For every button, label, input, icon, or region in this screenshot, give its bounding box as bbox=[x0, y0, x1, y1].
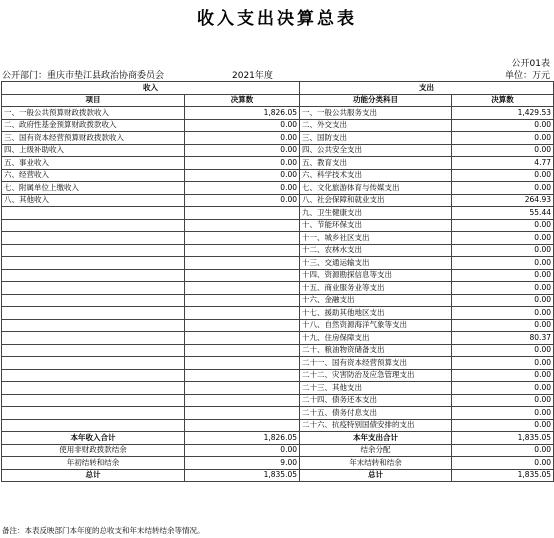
income-item bbox=[2, 282, 185, 295]
income-amount bbox=[185, 207, 300, 220]
summary-expense-label: 本年支出合计 bbox=[300, 432, 452, 445]
expense-amount: 0.00 bbox=[452, 419, 554, 432]
summary-income-amount: 1,835.05 bbox=[185, 469, 300, 482]
expense-amount: 0.00 bbox=[452, 144, 554, 157]
expense-item: 二十三、其他支出 bbox=[300, 382, 452, 395]
expense-amount: 0.00 bbox=[452, 257, 554, 270]
summary-income-amount: 1,826.05 bbox=[185, 432, 300, 445]
expense-item: 九、卫生健康支出 bbox=[300, 207, 452, 220]
income-amount bbox=[185, 307, 300, 320]
expense-amount: 0.00 bbox=[452, 407, 554, 420]
income-item bbox=[2, 319, 185, 332]
expense-amount: 0.00 bbox=[452, 132, 554, 145]
expense-item: 二十五、债务付息支出 bbox=[300, 407, 452, 420]
income-item bbox=[2, 369, 185, 382]
expense-amount: 55.44 bbox=[452, 207, 554, 220]
income-item: 八、其他收入 bbox=[2, 194, 185, 207]
expense-item: 二十、粮油物资储备支出 bbox=[300, 344, 452, 357]
income-amount bbox=[185, 257, 300, 270]
table-row bbox=[2, 119, 554, 132]
table-row bbox=[2, 382, 554, 395]
table-row bbox=[2, 269, 554, 282]
table-row bbox=[2, 394, 554, 407]
income-item bbox=[2, 294, 185, 307]
income-item bbox=[2, 232, 185, 245]
summary-expense-label: 总计 bbox=[300, 469, 452, 482]
income-item bbox=[2, 419, 185, 432]
table-row bbox=[2, 332, 554, 345]
summary-row bbox=[2, 457, 554, 470]
expense-item: 十一、城乡社区支出 bbox=[300, 232, 452, 245]
table-row bbox=[2, 319, 554, 332]
income-item bbox=[2, 269, 185, 282]
income-amount: 0.00 bbox=[185, 144, 300, 157]
income-item bbox=[2, 407, 185, 420]
income-item bbox=[2, 307, 185, 320]
expense-amount: 0.00 bbox=[452, 119, 554, 132]
expense-item: 十七、援助其他地区支出 bbox=[300, 307, 452, 320]
summary-row bbox=[2, 444, 554, 457]
income-item: 七、附属单位上缴收入 bbox=[2, 182, 185, 195]
income-item: 五、事业收入 bbox=[2, 157, 185, 170]
summary-income-amount: 9.00 bbox=[185, 457, 300, 470]
table-row bbox=[2, 169, 554, 182]
expense-item: 二十四、债务还本支出 bbox=[300, 394, 452, 407]
expense-item: 三、国防支出 bbox=[300, 132, 452, 145]
expense-amount: 0.00 bbox=[452, 282, 554, 295]
expense-amount: 264.93 bbox=[452, 194, 554, 207]
income-item bbox=[2, 219, 185, 232]
income-item bbox=[2, 382, 185, 395]
income-item: 一、一般公共预算财政拨款收入 bbox=[2, 107, 185, 120]
summary-expense-label: 结余分配 bbox=[300, 444, 452, 457]
expense-item: 十八、自然资源海洋气象等支出 bbox=[300, 319, 452, 332]
table-row bbox=[2, 282, 554, 295]
income-section-header: 收入 bbox=[2, 82, 300, 95]
report-title: 收入支出决算总表 bbox=[197, 9, 357, 29]
col-header-item: 项目 bbox=[2, 94, 185, 107]
expense-item: 八、社会保障和就业支出 bbox=[300, 194, 452, 207]
expense-amount: 0.00 bbox=[452, 369, 554, 382]
income-amount bbox=[185, 357, 300, 370]
expense-amount: 0.00 bbox=[452, 219, 554, 232]
income-amount bbox=[185, 394, 300, 407]
summary-income-label: 总计 bbox=[2, 469, 185, 482]
income-amount bbox=[185, 269, 300, 282]
table-row bbox=[2, 194, 554, 207]
expense-amount: 0.00 bbox=[452, 232, 554, 245]
table-row bbox=[2, 294, 554, 307]
income-item bbox=[2, 344, 185, 357]
table-body bbox=[2, 107, 554, 482]
table-row bbox=[2, 407, 554, 420]
table-row bbox=[2, 369, 554, 382]
income-item: 六、经营收入 bbox=[2, 169, 185, 182]
income-item bbox=[2, 394, 185, 407]
unit-label: 单位：万元 bbox=[504, 71, 550, 81]
expense-item: 十六、金融支出 bbox=[300, 294, 452, 307]
income-amount bbox=[185, 232, 300, 245]
table-row bbox=[2, 344, 554, 357]
expense-item: 一、一般公共服务支出 bbox=[300, 107, 452, 120]
expense-amount: 0.00 bbox=[452, 294, 554, 307]
expense-amount: 0.00 bbox=[452, 344, 554, 357]
table-row bbox=[2, 144, 554, 157]
income-item: 三、国有资本经营预算财政拨款收入 bbox=[2, 132, 185, 145]
income-item bbox=[2, 257, 185, 270]
expense-item: 七、文化旅游体育与传媒支出 bbox=[300, 182, 452, 195]
expense-item: 十二、农林水支出 bbox=[300, 244, 452, 257]
income-amount bbox=[185, 382, 300, 395]
expense-amount: 0.00 bbox=[452, 319, 554, 332]
income-amount: 0.00 bbox=[185, 169, 300, 182]
expense-item: 二十二、灾害防治及应急管理支出 bbox=[300, 369, 452, 382]
income-amount: 0.00 bbox=[185, 157, 300, 170]
income-amount: 0.00 bbox=[185, 119, 300, 132]
column-header-row bbox=[2, 94, 554, 107]
income-amount bbox=[185, 344, 300, 357]
summary-income-amount: 0.00 bbox=[185, 444, 300, 457]
summary-expense-amount: 0.00 bbox=[452, 444, 554, 457]
table-row bbox=[2, 244, 554, 257]
fiscal-year: 2021年度 bbox=[232, 71, 273, 81]
summary-income-label: 年初结转和结余 bbox=[2, 457, 185, 470]
expense-item: 四、公共安全支出 bbox=[300, 144, 452, 157]
table-row bbox=[2, 157, 554, 170]
col-header-amount: 决算数 bbox=[185, 94, 300, 107]
summary-row bbox=[2, 469, 554, 482]
expense-amount: 0.00 bbox=[452, 244, 554, 257]
income-amount bbox=[185, 282, 300, 295]
expense-amount: 0.00 bbox=[452, 182, 554, 195]
table-row bbox=[2, 207, 554, 220]
income-amount: 0.00 bbox=[185, 182, 300, 195]
expense-amount: 80.37 bbox=[452, 332, 554, 345]
expense-item: 五、教育支出 bbox=[300, 157, 452, 170]
income-expense-table bbox=[1, 81, 554, 482]
expense-amount: 1,429.53 bbox=[452, 107, 554, 120]
income-amount bbox=[185, 407, 300, 420]
footnote: 备注：本表反映部门本年度的总收支和年末结转结余等情况。 bbox=[2, 526, 205, 535]
income-amount: 1,826.05 bbox=[185, 107, 300, 120]
income-item: 二、政府性基金预算财政拨款收入 bbox=[2, 119, 185, 132]
table-row bbox=[2, 419, 554, 432]
income-item bbox=[2, 332, 185, 345]
income-amount bbox=[185, 319, 300, 332]
department-label: 公开部门：重庆市垫江县政治协商委员会 bbox=[2, 71, 165, 81]
income-item bbox=[2, 357, 185, 370]
income-amount: 0.00 bbox=[185, 132, 300, 145]
expense-amount: 0.00 bbox=[452, 169, 554, 182]
income-amount bbox=[185, 294, 300, 307]
table-row bbox=[2, 182, 554, 195]
col-header-func-item: 功能分类科目 bbox=[300, 94, 452, 107]
expense-section-header: 支出 bbox=[300, 82, 554, 95]
expense-amount: 0.00 bbox=[452, 394, 554, 407]
income-amount bbox=[185, 244, 300, 257]
expense-item: 二十一、国有资本经营预算支出 bbox=[300, 357, 452, 370]
expense-amount: 0.00 bbox=[452, 357, 554, 370]
summary-expense-amount: 1,835.05 bbox=[452, 469, 554, 482]
section-header-row bbox=[2, 82, 554, 95]
income-amount: 0.00 bbox=[185, 194, 300, 207]
summary-income-label: 本年收入合计 bbox=[2, 432, 185, 445]
col-header-amount-2: 决算数 bbox=[452, 94, 554, 107]
summary-expense-label: 年末结转和结余 bbox=[300, 457, 452, 470]
table-row bbox=[2, 107, 554, 120]
expense-item: 二十六、抗疫特别国债安排的支出 bbox=[300, 419, 452, 432]
income-amount bbox=[185, 369, 300, 382]
table-row bbox=[2, 357, 554, 370]
expense-amount: 4.77 bbox=[452, 157, 554, 170]
expense-amount: 0.00 bbox=[452, 269, 554, 282]
income-amount bbox=[185, 419, 300, 432]
table-row bbox=[2, 219, 554, 232]
income-amount bbox=[185, 332, 300, 345]
income-item bbox=[2, 244, 185, 257]
income-item: 四、上级补助收入 bbox=[2, 144, 185, 157]
income-amount bbox=[185, 219, 300, 232]
expense-item: 十三、交通运输支出 bbox=[300, 257, 452, 270]
table-row bbox=[2, 232, 554, 245]
summary-income-label: 使用非财政拨款结余 bbox=[2, 444, 185, 457]
expense-amount: 0.00 bbox=[452, 307, 554, 320]
expense-item: 十、节能环保支出 bbox=[300, 219, 452, 232]
table-row bbox=[2, 307, 554, 320]
expense-item: 十四、资源勘探信息等支出 bbox=[300, 269, 452, 282]
summary-expense-amount: 1,835.05 bbox=[452, 432, 554, 445]
expense-item: 六、科学技术支出 bbox=[300, 169, 452, 182]
income-item bbox=[2, 207, 185, 220]
expense-item: 十九、住房保障支出 bbox=[300, 332, 452, 345]
form-number: 公开01表 bbox=[511, 59, 550, 69]
expense-item: 十五、商业服务业等支出 bbox=[300, 282, 452, 295]
expense-item: 二、外交支出 bbox=[300, 119, 452, 132]
expense-amount: 0.00 bbox=[452, 382, 554, 395]
table-row bbox=[2, 132, 554, 145]
summary-row bbox=[2, 432, 554, 445]
summary-expense-amount: 0.00 bbox=[452, 457, 554, 470]
table-row bbox=[2, 257, 554, 270]
